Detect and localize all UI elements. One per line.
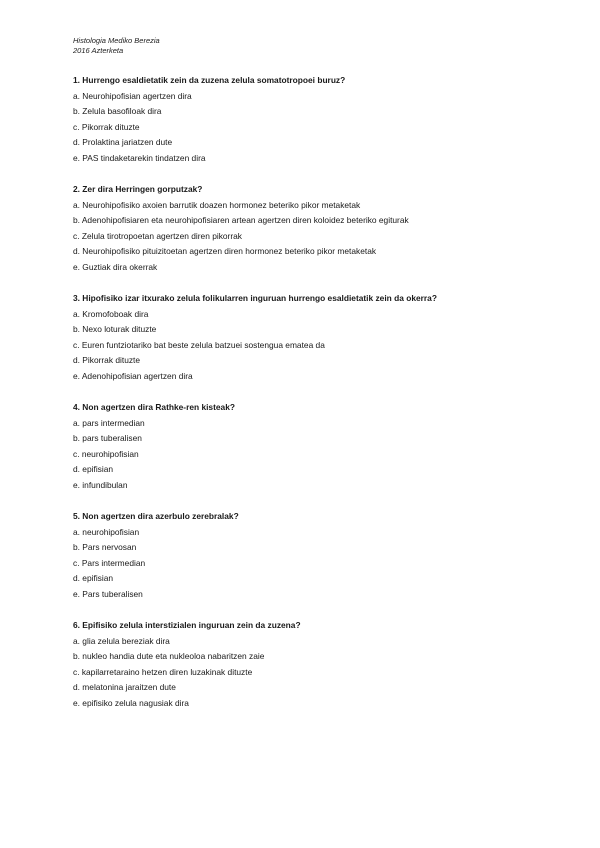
document-header	[73, 36, 160, 56]
question-1	[73, 73, 573, 166]
answer-option-a: a. pars intermedian	[73, 417, 145, 428]
answer-option-b: b. pars tuberalisen	[73, 433, 142, 443]
answer-option-c: c. kapilarretaraino hetzen diren luzakinak dituzte	[73, 666, 253, 677]
answer-option-c: c. Pikorrak dituzte	[73, 121, 140, 132]
question-title: 5. Non agertzen dira azerbulo zerebralak?	[73, 511, 239, 521]
question-3	[73, 291, 573, 384]
question-title: 6. Epifisiko zelula interstizialen inguruan zein da zuzena?	[73, 620, 301, 630]
answer-option-d: d. Pikorrak dituzte	[73, 355, 141, 365]
answer-option-d: d. melatonina jaraitzen dute	[73, 682, 176, 692]
answer-option-c: c. Pars intermedian	[73, 557, 146, 568]
answer-option-a: a. Kromofoboak dira	[73, 308, 149, 319]
answer-option-a: a. Neurohipofisian agertzen dira	[73, 90, 192, 101]
answer-option-a: a. glia zelula bereziak dira	[73, 635, 170, 646]
answer-option-e: e. PAS tindaketarekin tindatzen dira	[73, 152, 206, 163]
answer-option-e: e. infundibulan	[73, 479, 128, 490]
answer-option-b: b. Zelula basofiloak dira	[73, 106, 162, 116]
question-4	[73, 400, 573, 493]
answer-option-a: a. Neurohipofisiko axoien barrutik doazen hormonez beteriko pikor metaketak	[73, 199, 361, 210]
question-2	[73, 182, 573, 275]
question-5	[73, 509, 573, 602]
answer-option-c: c. Zelula tirotropoetan agertzen diren pikorrak	[73, 230, 242, 241]
answer-option-c: c. Euren funtziotariko bat beste zelula batzuei sostengua ematea da	[73, 339, 325, 350]
course-title: Histologia Mediko Berezia	[73, 36, 160, 45]
question-6	[73, 618, 573, 711]
exam-year: 2016 Azterketa	[73, 46, 124, 55]
answer-option-b: b. nukleo handia dute eta nukleoloa nabaritzen zaie	[73, 651, 265, 661]
answer-option-d: d. Prolaktina jariatzen dute	[73, 137, 173, 147]
question-title: 3. Hipofisiko izar itxurako zelula folikularren inguruan hurrengo esaldietatik zein da okerra?	[73, 293, 437, 303]
question-list	[73, 73, 573, 727]
answer-option-e: e. Pars tuberalisen	[73, 588, 143, 599]
question-title: 4. Non agertzen dira Rathke-ren kisteak?	[73, 402, 235, 412]
answer-option-d: d. epifisian	[73, 573, 114, 583]
answer-option-e: e. Guztiak dira okerrak	[73, 261, 158, 272]
answer-option-b: b. Adenohipofisiaren eta neurohipofisiaren artean agertzen diren koloidez beteriko egiturak	[73, 215, 409, 225]
answer-option-b: b. Pars nervosan	[73, 542, 137, 552]
answer-option-e: e. Adenohipofisian agertzen dira	[73, 370, 193, 381]
question-title: 2. Zer dira Herringen gorputzak?	[73, 184, 203, 194]
answer-option-d: d. Neurohipofisiko pituizitoetan agertzen diren hormonez beteriko pikor metaketak	[73, 246, 377, 256]
answer-option-d: d. epifisian	[73, 464, 114, 474]
answer-option-c: c. neurohipofisian	[73, 448, 139, 459]
answer-option-e: e. epifisiko zelula nagusiak dira	[73, 697, 189, 708]
question-title: 1. Hurrengo esaldietatik zein da zuzena zelula somatotropoei buruz?	[73, 75, 346, 85]
answer-option-b: b. Nexo loturak dituzte	[73, 324, 157, 334]
answer-option-a: a. neurohipofisian	[73, 526, 140, 537]
